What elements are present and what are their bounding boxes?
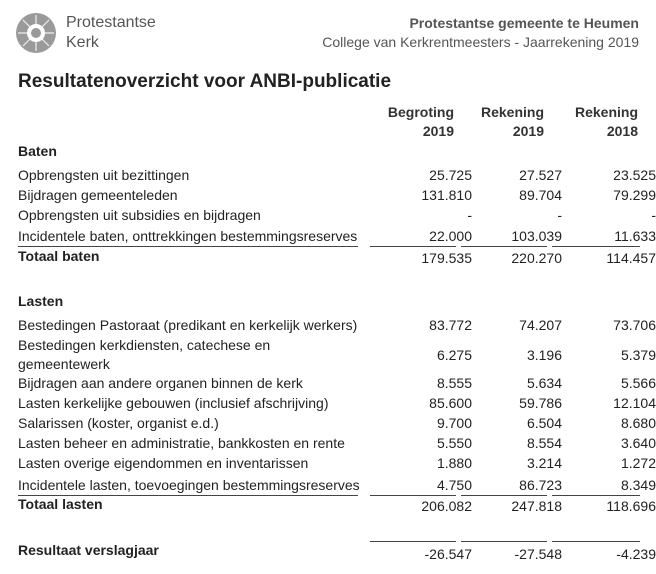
- column-header-begroting-2019: Begroting 2019: [387, 104, 454, 139]
- divider: [461, 495, 547, 496]
- divider: [552, 495, 640, 496]
- section-heading-lasten: Lasten: [18, 293, 64, 309]
- divider: [552, 246, 640, 247]
- divider: [461, 246, 547, 247]
- document-header: [322, 14, 639, 52]
- document-subtitle: College van Kerkrentmeesters - Jaarrekening 2019: [322, 34, 639, 50]
- table-row: Bestedingen kerkdiensten, catechese en gemeentewerk 6.275 3.196 5.379: [18, 337, 656, 372]
- divider: [370, 541, 456, 542]
- divider: [370, 495, 456, 496]
- brand-name: Protestantse Kerk: [66, 14, 156, 51]
- column-header-rekening-2018: Rekening 2018: [574, 104, 638, 139]
- protestantse-kerk-logo: [16, 13, 56, 53]
- column-header-rekening-2019: Rekening 2019: [480, 104, 544, 139]
- page-title: Resultatenoverzicht voor ANBI-publicatie: [18, 71, 392, 92]
- divider: [552, 541, 640, 542]
- section-heading-baten: Baten: [18, 143, 57, 159]
- divider: [370, 246, 456, 247]
- divider: [461, 541, 547, 542]
- divider: [18, 246, 358, 247]
- organization-name: Protestantse gemeente te Heumen: [409, 15, 639, 31]
